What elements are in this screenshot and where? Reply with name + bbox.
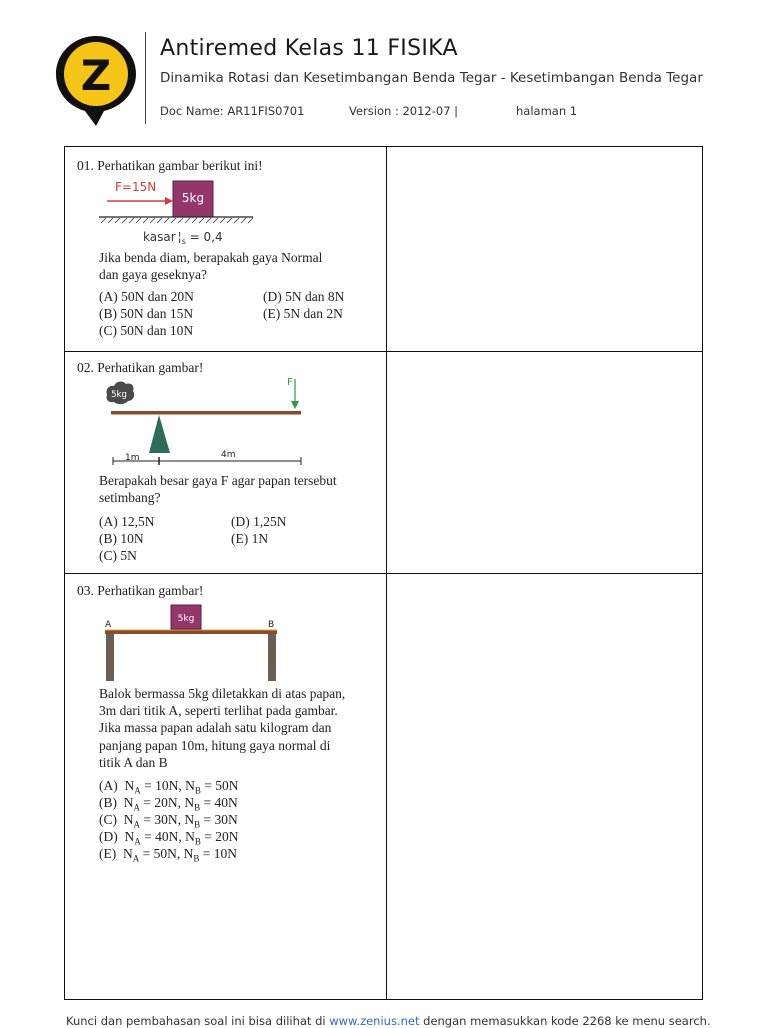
q2-plank	[111, 411, 301, 415]
q3-text-5: titik A dan B	[99, 755, 168, 770]
q3-leg-right	[268, 634, 276, 681]
row-divider	[65, 351, 702, 352]
logo-letter: Z	[80, 51, 112, 100]
q1-force-label: F=15N	[115, 180, 157, 194]
q3-text-3: Jika massa papan adalah satu kilogram dan	[99, 720, 332, 735]
doc-name: Doc Name: AR11FIS0701	[160, 104, 305, 118]
question-table	[64, 146, 703, 1000]
q1-mu-symbol: ¦	[177, 230, 182, 244]
q2-option-b[interactable]: (B) 10N	[99, 531, 144, 546]
q1-option-a[interactable]: (A) 50N dan 20N	[99, 289, 194, 304]
q2-force-label: F	[287, 377, 293, 388]
q2-text-2: setimbang?	[99, 490, 161, 505]
q1-text-1: Jika benda diam, berapakah gaya Normal	[99, 250, 323, 265]
q3-point-a: A	[105, 620, 112, 630]
q2-option-e[interactable]: (E) 1N	[231, 531, 269, 546]
q3-figure	[101, 603, 281, 683]
page-subtitle: Dinamika Rotasi dan Kesetimbangan Benda Tegar - Kesetimbangan Benda Tegar	[160, 70, 703, 86]
q3-point-b: B	[268, 620, 275, 630]
q3-option-b[interactable]: (B) $N_A = 20N$, $N_B = 40N$	[99, 795, 238, 813]
doc-version: Version : 2012-07 |	[349, 104, 459, 118]
q2-rock-label: 5kg	[111, 390, 127, 400]
header-divider	[145, 32, 146, 124]
q3-prompt: 03. Perhatikan gambar!	[77, 583, 204, 598]
q2-figure	[101, 373, 311, 469]
q3-text-2: 3m dari titik A, seperti terlihat pada gambar.	[99, 703, 338, 718]
q2-text-1: Berapakah besar gaya F agar papan tersebut	[99, 473, 337, 488]
q3-option-c[interactable]: (C) $N_A = 30N$, $N_B = 30N$	[99, 812, 238, 830]
q1-option-c[interactable]: (C) 50N dan 10N	[99, 323, 194, 338]
q1-prompt: 01. Perhatikan gambar berikut ini!	[77, 158, 263, 173]
q1-text-2: dan gaya geseknya?	[99, 267, 207, 282]
q1-surface-label: kasar	[143, 230, 176, 244]
q2-option-d[interactable]: (D) 1,25N	[231, 514, 287, 529]
footer-note: Kunci dan pembahasan soal ini bisa dilihat di www.zenius.net dengan memasukkan kode 2268 ke menu search.	[66, 1014, 711, 1028]
svg-text:kasar¦s = 0,4	[143, 230, 223, 246]
logo	[52, 32, 140, 128]
q2-dim-right: 4m	[221, 450, 236, 460]
q1-mu-sub: s	[181, 237, 186, 246]
page-title: Antiremed Kelas 11 FISIKA	[160, 36, 458, 61]
q3-plank	[105, 630, 277, 634]
q3-text-4: panjang papan 10m, hitung gaya normal di	[99, 738, 331, 753]
q1-force-arrow	[165, 197, 173, 205]
q3-text-1: Balok bermassa 5kg diletakkan di atas papan,	[99, 686, 346, 701]
q2-force-arrow	[291, 401, 299, 409]
row-divider	[65, 573, 702, 574]
q1-option-b[interactable]: (B) 50N dan 15N	[99, 306, 194, 321]
q2-option-a[interactable]: (A) 12,5N	[99, 514, 155, 529]
q1-option-d[interactable]: (D) 5N dan 8N	[263, 289, 345, 304]
q1-figure	[95, 177, 295, 247]
q3-option-d[interactable]: (D) $N_A = 40N$, $N_B = 20N$	[99, 829, 239, 847]
q2-pivot	[149, 415, 170, 453]
zenius-link[interactable]: www.zenius.net	[329, 1014, 420, 1028]
q1-option-e[interactable]: (E) 5N dan 2N	[263, 306, 343, 321]
q1-mu-value: = 0,4	[185, 230, 223, 244]
q1-block-label: 5kg	[181, 191, 205, 205]
q2-option-c[interactable]: (C) 5N	[99, 548, 137, 563]
q2-dim-left: 1m	[125, 453, 140, 463]
q3-option-a[interactable]: (A) $N_A = 10N$, $N_B = 50N$	[99, 778, 239, 796]
page-number: halaman 1	[516, 104, 578, 118]
q3-block-label: 5kg	[177, 614, 195, 624]
q3-leg-left	[106, 634, 114, 681]
q3-option-e[interactable]: (E) $N_A = 50N$, $N_B = 10N$	[99, 846, 238, 864]
q2-prompt: 02. Perhatikan gambar!	[77, 360, 204, 375]
q1-hatch	[101, 218, 253, 223]
